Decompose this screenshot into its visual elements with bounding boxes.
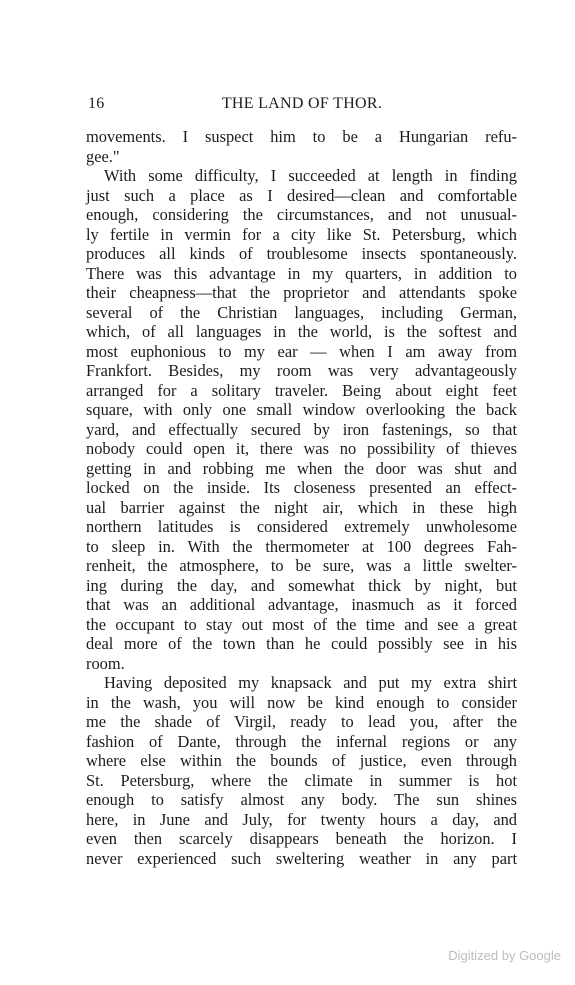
text-line: several of the Christian languages, including German, — [86, 302, 517, 322]
text-line: where else within the bounds of justice, even through — [86, 751, 517, 770]
text-line: square, with only one small window overlooking the back — [86, 400, 517, 419]
text-line: Having deposited my knapsack and put my extra shirt — [104, 673, 517, 692]
text-line: renheit, the atmosphere, to be sure, was a little swelter- — [86, 556, 517, 575]
text-line: Frankfort. Besides, my room was very advantageously — [86, 361, 517, 380]
text-line: deal more of the town than he could possibly see in his — [86, 634, 517, 653]
text-line: There was this advantage in my quarters, in addition to — [86, 263, 517, 283]
text-line: getting in and robbing me when the door was shut and — [86, 458, 517, 478]
text-line: arranged for a solitary traveler. Being about eight feet — [86, 380, 517, 400]
page-number: 16 — [88, 95, 105, 112]
body-text — [86, 127, 517, 868]
text-line: ly fertile in vermin for a city like St. Petersburg, which — [86, 224, 517, 244]
text-line: enough to satisfy almost any body. The sun shines — [86, 790, 517, 809]
text-line: never experienced such sweltering weather in any part — [86, 848, 517, 868]
text-line: gee." — [86, 146, 120, 166]
text-line: which, of all languages in the world, is the softest and — [86, 322, 517, 341]
text-line: yard, and effectually secured by iron fastenings, so that — [86, 419, 517, 439]
text-line: here, in June and July, for twenty hours a day, and — [86, 809, 517, 829]
text-line: me the shade of Virgil, ready to lead you, after the — [86, 712, 517, 731]
text-line: produces all kinds of troublesome insects spontaneously. — [86, 244, 517, 263]
running-head: THE LAND OF THOR. — [221, 95, 383, 112]
text-line: just such a place as I desired—clean and comfortable — [86, 185, 517, 205]
text-line: even then scarcely disappears beneath the horizon. I — [86, 829, 517, 848]
digitization-watermark: Digitized by Google — [448, 948, 561, 963]
text-line: to sleep in. With the thermometer at 100 degrees Fah- — [86, 536, 517, 556]
text-line: the occupant to stay out most of the time and see a great — [86, 614, 517, 634]
text-line: nobody could open it, there was no possibility of thieves — [86, 439, 517, 458]
text-line: in the wash, you will now be kind enough to consider — [86, 692, 517, 712]
text-line: northern latitudes is considered extremely unwholesome — [86, 517, 517, 536]
text-line: most euphonious to my ear — when I am away from — [86, 341, 517, 361]
text-line: locked on the inside. Its closeness presented an effect- — [86, 478, 517, 497]
text-line: enough, considering the circumstances, and not unusual- — [86, 205, 517, 224]
text-line: With some difficulty, I succeeded at length in finding — [104, 166, 517, 185]
text-line: ual barrier against the night air, which in these high — [86, 497, 517, 517]
text-line: their cheapness—that the proprietor and attendants spoke — [86, 283, 517, 302]
text-line: ing during the day, and somewhat thick by night, but — [86, 575, 517, 595]
text-line: St. Petersburg, where the climate in summer is hot — [86, 770, 517, 790]
text-line: fashion of Dante, through the infernal regions or any — [86, 731, 517, 751]
page-header — [88, 95, 516, 119]
text-line: movements. I suspect him to be a Hungarian refu- — [86, 127, 517, 146]
text-line: that was an additional advantage, inasmuch as it forced — [86, 595, 517, 614]
text-line: room. — [86, 653, 125, 673]
